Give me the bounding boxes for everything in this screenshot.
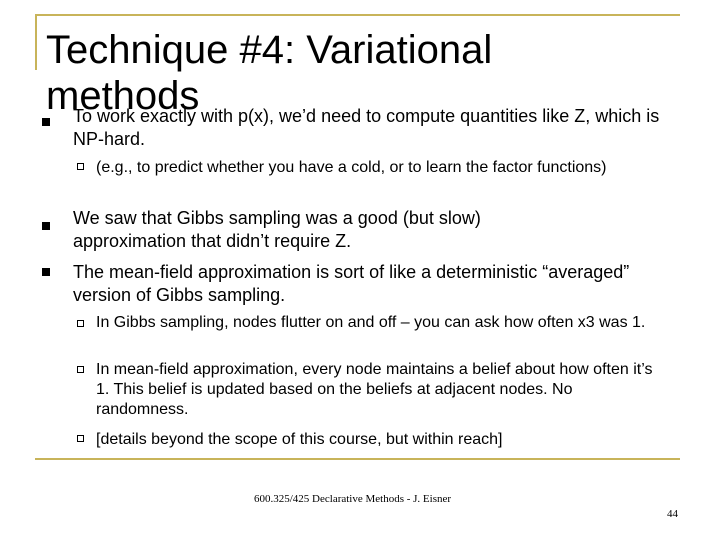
slide-title-line-2: methods <box>46 74 200 118</box>
sub-bullet-marker <box>77 163 84 170</box>
footer-rule <box>35 458 680 460</box>
sub-bullet-marker <box>77 366 84 373</box>
sub-bullet-text: [details beyond the scope of this course, but within reach] <box>96 431 503 448</box>
sub-bullet-text: In mean-field approximation, every node maintains a belief about how often it’s 1. This belief is updated based on the beliefs at adjacent nodes. No randomness. <box>96 361 653 418</box>
sub-bullet-marker <box>77 435 84 442</box>
bullet-marker <box>42 118 50 126</box>
footer-citation: 600.325/425 Declarative Methods - J. Eisner <box>254 493 452 505</box>
bullet-text: We saw that Gibbs sampling was a good (but slow) approximation that didn’t require Z. <box>73 208 481 251</box>
sub-bullet-text: In Gibbs sampling, nodes flutter on and off – you can ask how often x3 was 1. <box>96 314 646 331</box>
bullet-marker <box>42 268 50 276</box>
decorative-rule-top <box>35 14 680 16</box>
slide-title-line-1: Technique #4: Variational <box>46 28 493 72</box>
sub-bullet-marker <box>77 320 84 327</box>
bullet-text: The mean-field approximation is sort of like a deterministic “averaged” version of Gibbs sampling. <box>73 262 630 305</box>
bullet-text: To work exactly with p(x), we’d need to compute quantities like Z, which is NP-hard. <box>73 106 660 149</box>
bullet-marker <box>42 222 50 230</box>
decorative-rule-vertical <box>35 14 37 70</box>
page-number: 44 <box>667 508 678 520</box>
sub-bullet-text: (e.g., to predict whether you have a cold, or to learn the factor functions) <box>96 159 607 176</box>
